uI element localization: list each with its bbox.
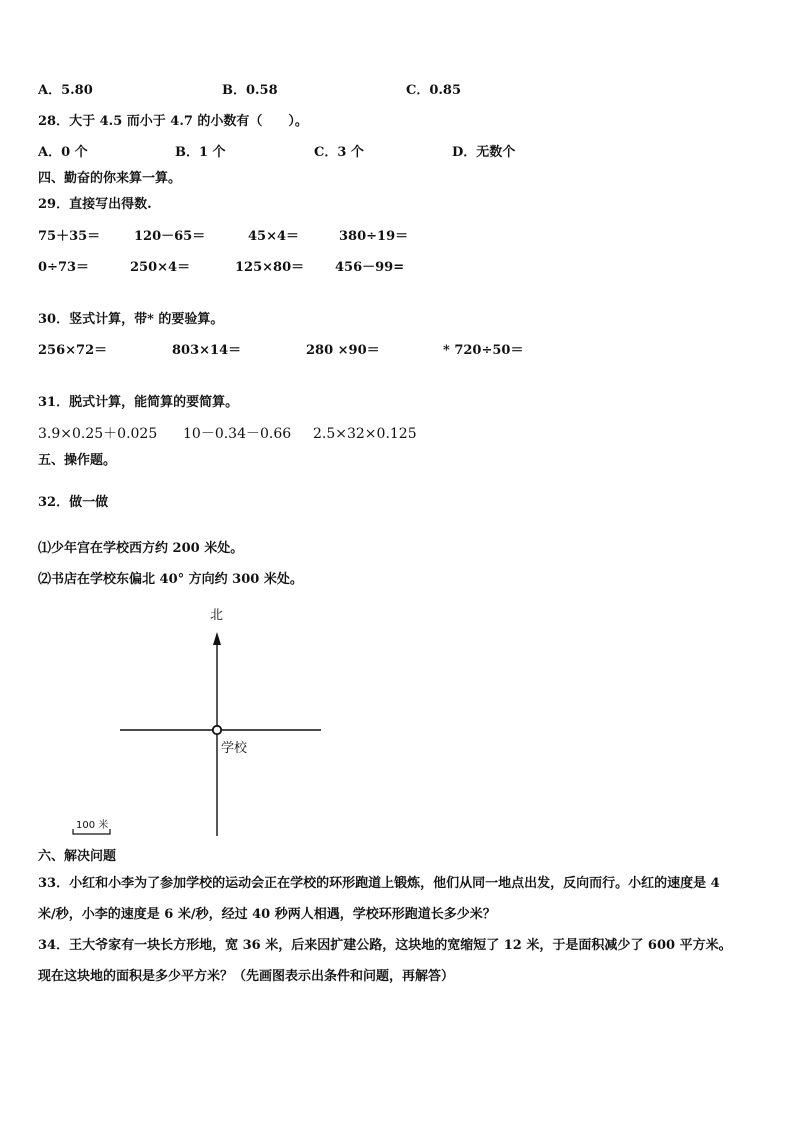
q32-stem: 32．做一做	[38, 495, 109, 510]
q28-option-d: D．无数个	[452, 145, 516, 160]
q28-stem: 28．大于 4.5 而小于 4.7 的小数有（ ）。	[38, 114, 308, 129]
q29-item-3: 45×4＝	[248, 229, 300, 244]
q31-item-3: 2.5×32×0.125	[313, 426, 417, 442]
q29-item-6: 250×4＝	[130, 260, 191, 275]
q31-stem: 31．脱式计算，能简算的要简算。	[38, 395, 239, 410]
q34-line-2: 现在这块地的面积是多少平方米？（先画图表示出条件和问题，再解答）	[38, 969, 455, 984]
section-4-heading: 四、勤奋的你来算一算。	[38, 171, 182, 186]
q29-item-5: 0÷73＝	[38, 260, 90, 275]
q28-option-b: B．1 个	[175, 145, 226, 160]
q27-option-b: B．0.58	[222, 83, 278, 98]
school-point	[213, 726, 221, 734]
north-arrowhead	[213, 632, 221, 645]
scale-label: 100 米	[76, 820, 109, 831]
q29-item-1: 75＋35＝	[38, 229, 101, 244]
north-label: 北	[210, 608, 224, 623]
q31-item-2: 10－0.34－0.66	[183, 426, 292, 442]
q29-item-7: 125×80＝	[235, 260, 305, 275]
school-label: 学校	[221, 741, 248, 756]
q32-sub-1: ⑴少年宫在学校西方约 200 米处。	[38, 541, 244, 556]
q30-item-2: 803×14＝	[172, 343, 242, 358]
q27-option-a: A．5.80	[38, 83, 93, 98]
q29-item-2: 120－65＝	[134, 229, 206, 244]
section-5-heading: 五、操作题。	[38, 453, 117, 468]
q33-line-2: 米/秒，小李的速度是 6 米/秒，经过 40 秒两人相遇，学校环形跑道长多少米？	[38, 907, 496, 922]
section-6-heading: 六、解决问题	[38, 849, 117, 864]
q30-item-3: 280 ×90＝	[306, 343, 380, 358]
q29-item-8: 456－99=	[335, 260, 405, 275]
q33-line-1: 33．小红和小李为了参加学校的运动会正在学校的环形跑道上锻炼，他们从同一地点出发，反向而行。小红的速度是 4	[38, 876, 720, 891]
q29-item-4: 380÷19＝	[339, 229, 409, 244]
q30-stem: 30．竖式计算，带* 的要验算。	[38, 312, 224, 327]
q29-stem: 29．直接写出得数.	[38, 197, 152, 212]
q28-option-c: C．3 个	[314, 145, 364, 160]
q32-sub-2: ⑵书店在学校东偏北 40° 方向约 300 米处。	[38, 572, 303, 587]
q27-option-c: C．0.85	[406, 83, 462, 98]
q30-item-4: * 720÷50＝	[443, 343, 524, 358]
q30-item-1: 256×72＝	[38, 343, 108, 358]
q34-line-1: 34．王大爷家有一块长方形地，宽 36 米，后来因扩建公路，这块地的宽缩短了 12 米，于是面积减少了 600 平方米。	[38, 938, 732, 953]
q31-item-1: 3.9×0.25＋0.025	[38, 426, 158, 442]
q28-option-a: A．0 个	[38, 145, 88, 160]
